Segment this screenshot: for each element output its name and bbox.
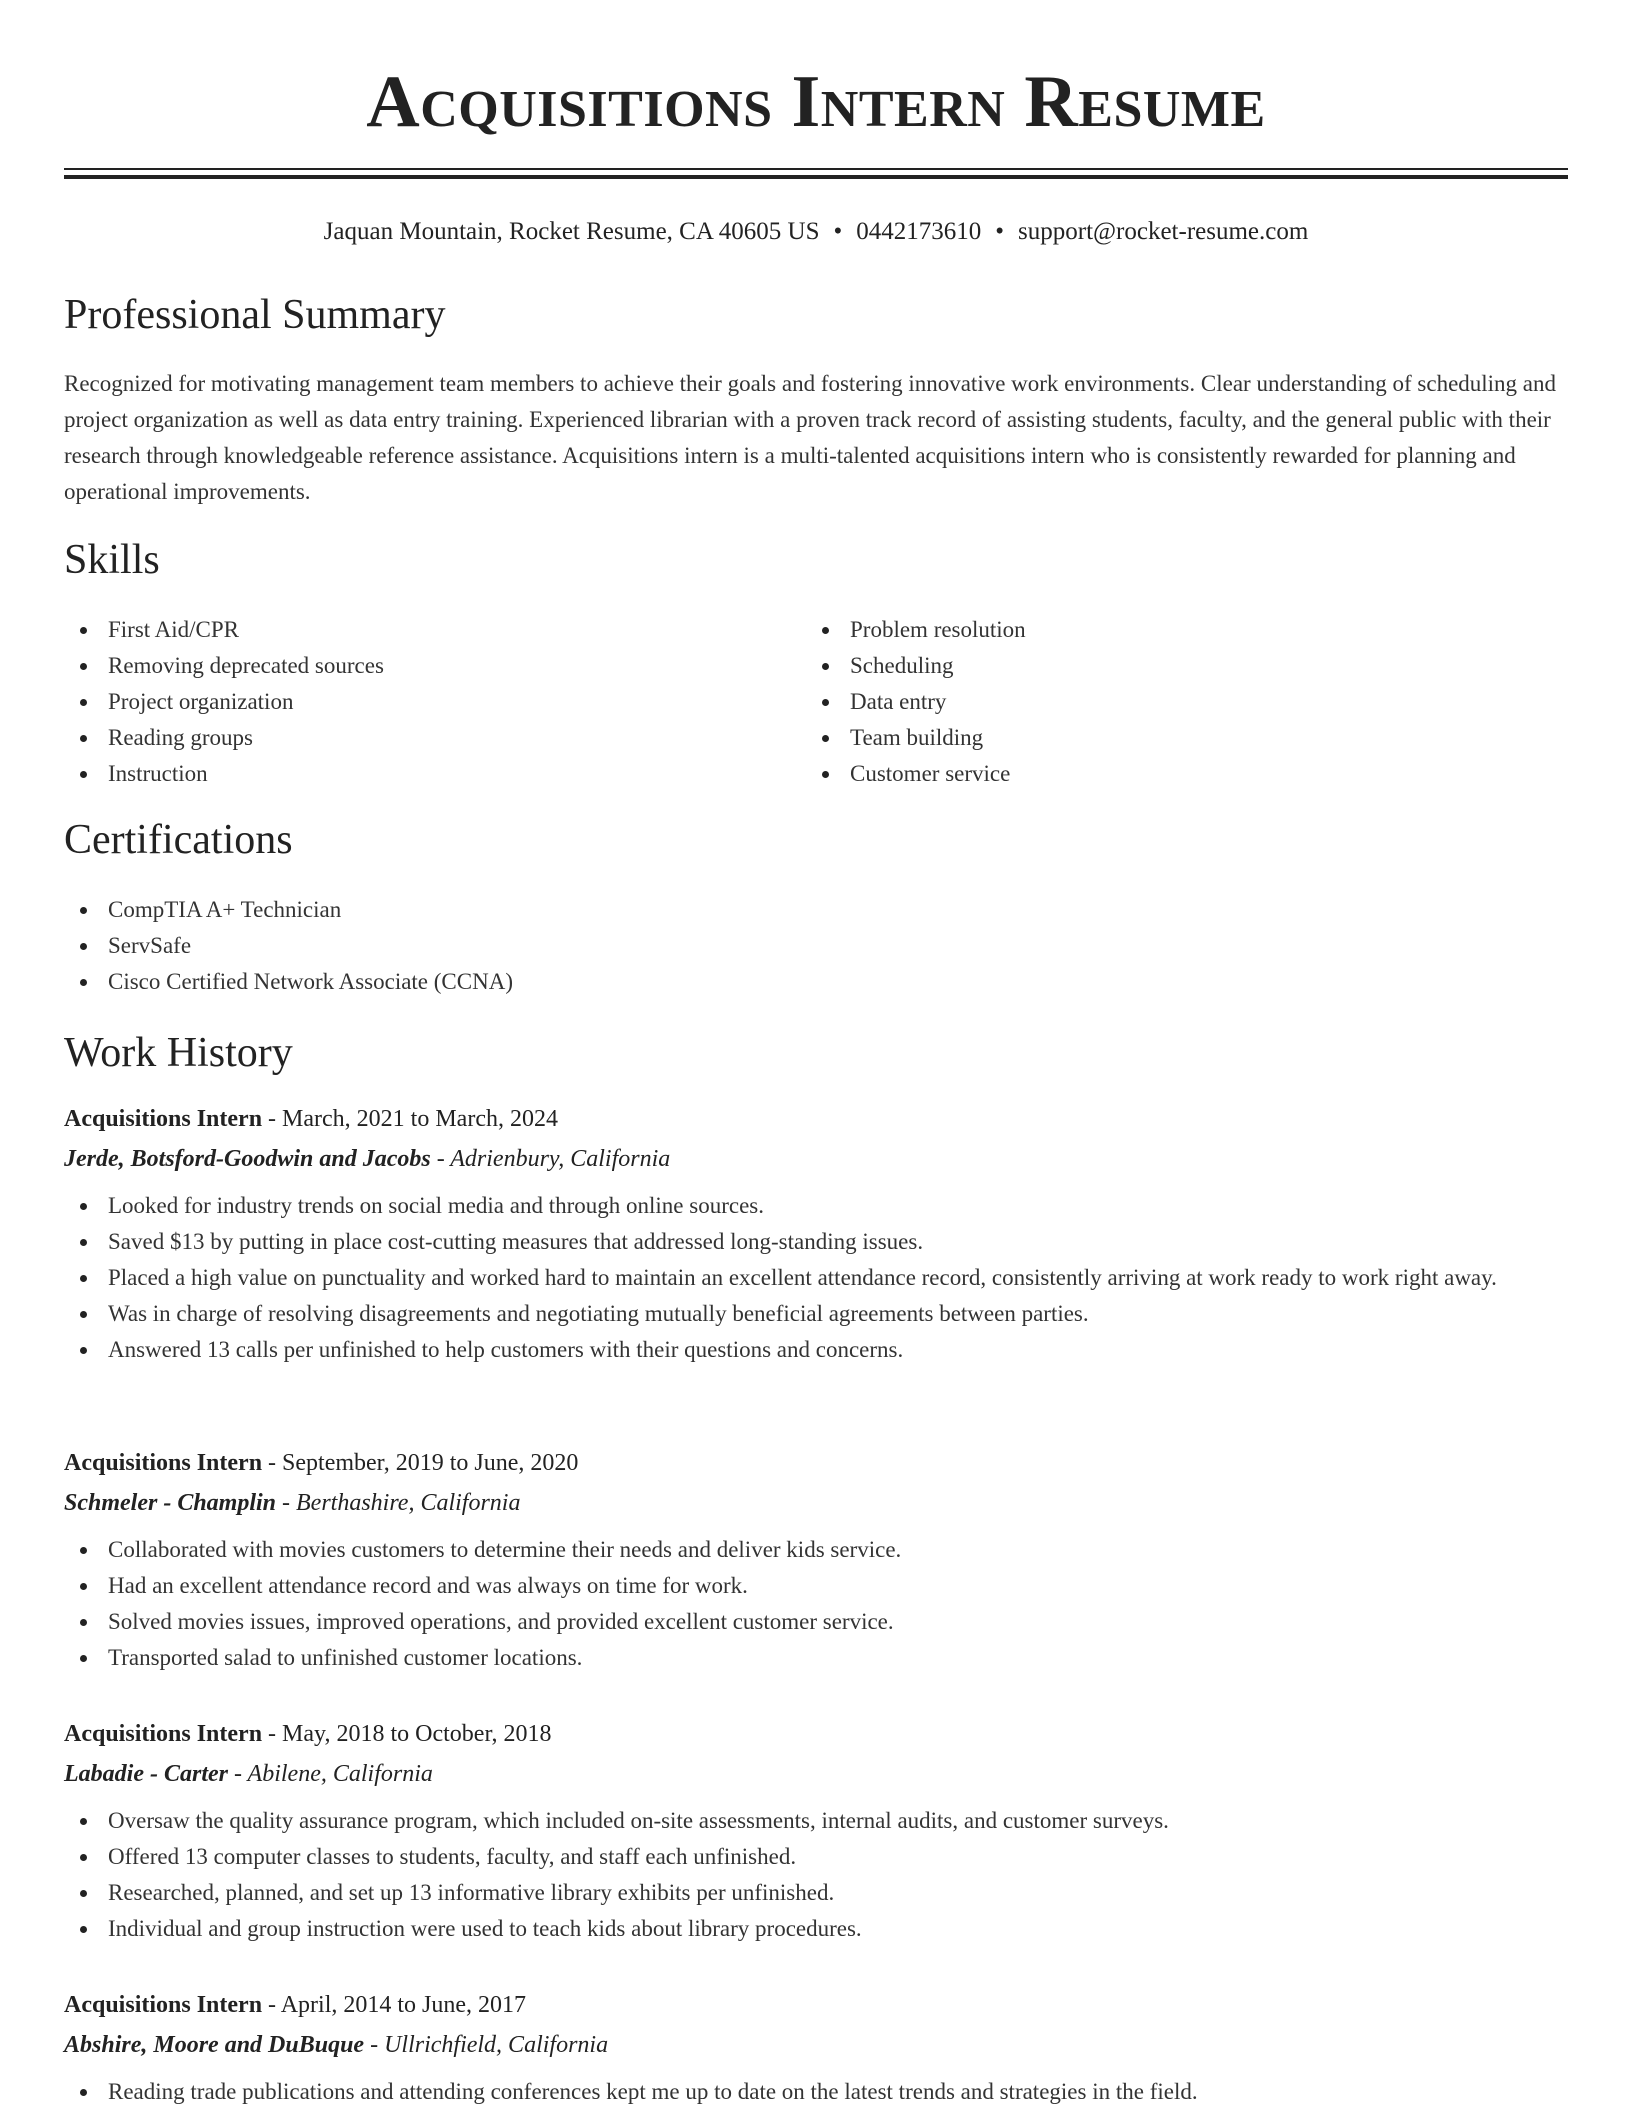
title-divider-thick	[64, 175, 1568, 179]
job-bullet: Solved movies issues, improved operations, and provided excellent customer service.	[64, 1604, 1568, 1640]
job-company-line	[64, 1486, 1568, 1520]
job-company: Jerde, Botsford-Goodwin and Jacobs	[64, 1146, 431, 1172]
job-bullet: Transported salad to unfinished customer locations.	[64, 1640, 1568, 1676]
job-title: Acquisitions Intern	[64, 1721, 263, 1747]
skill-item: Reading groups	[64, 720, 764, 756]
job-company: Labadie - Carter	[64, 1761, 228, 1787]
job-location: - Ullrichfield, California	[364, 2032, 609, 2058]
job-bullet: Was in charge of resolving disagreements and negotiating mutually beneficial agreements between parties.	[64, 1296, 1568, 1332]
job-bullet: Researched, planned, and set up 13 informative library exhibits per unfinished.	[64, 1875, 1568, 1911]
certifications-list	[64, 892, 1064, 1000]
job-title-line	[64, 1102, 1568, 1136]
job-title: Acquisitions Intern	[64, 1992, 263, 2018]
job-company-line	[64, 1757, 1568, 1791]
skills-heading: Skills	[64, 537, 160, 583]
job-bullet: Offered 13 computer classes to students, faculty, and staff each unfinished.	[64, 1839, 1568, 1875]
certification-item: Cisco Certified Network Associate (CCNA)	[64, 964, 1064, 1000]
job-bullets	[64, 1803, 1568, 1947]
job-title-line	[64, 1717, 1568, 1751]
contact-separator: •	[995, 218, 1005, 245]
job-dates: - May, 2018 to October, 2018	[262, 1721, 552, 1747]
skill-item: Data entry	[806, 684, 1506, 720]
job-bullet: Answered 13 calls per unfinished to help customers with their questions and concerns.	[64, 1332, 1568, 1368]
work-history-heading: Work History	[64, 1030, 293, 1076]
job-dates: - March, 2021 to March, 2024	[262, 1106, 558, 1132]
skill-item: First Aid/CPR	[64, 612, 764, 648]
job-title-line	[64, 1446, 1568, 1480]
job-title: Acquisitions Intern	[64, 1450, 263, 1476]
job-bullets	[64, 1188, 1568, 1368]
summary-text: Recognized for motivating management team members to achieve their goals and fostering innovative work environments. Clear understanding of scheduling and project organization as well as data entry training. Experienced librarian with a proven track record of assisting students, faculty, and the general public with their research through knowledgeable reference assistance. Acquisitions intern is a multi-talented acquisitions intern who is consistently rewarded for planning and operational improvements.	[64, 371, 1557, 504]
contact-address: Jaquan Mountain, Rocket Resume, CA 40605 US	[323, 218, 820, 245]
job-entry	[64, 1717, 1568, 1947]
summary-heading: Professional Summary	[64, 292, 446, 338]
job-location: - Adrienbury, California	[430, 1146, 671, 1172]
job-bullets	[64, 2074, 1568, 2110]
job-entry	[64, 1988, 1568, 2110]
job-bullet: Individual and group instruction were used to teach kids about library procedures.	[64, 1911, 1568, 1947]
skill-item: Team building	[806, 720, 1506, 756]
skills-right-column	[806, 612, 1506, 792]
contact-phone: 0442173610	[856, 218, 982, 245]
skills-left-column	[64, 612, 764, 792]
contact-separator: •	[833, 218, 843, 245]
job-dates: - September, 2019 to June, 2020	[262, 1450, 579, 1476]
skill-item: Removing deprecated sources	[64, 648, 764, 684]
job-bullet: Looked for industry trends on social media and through online sources.	[64, 1188, 1568, 1224]
resume-page	[64, 0, 1568, 2104]
skills-left-list	[64, 612, 764, 792]
resume-title: Acquisitions Intern Resume	[366, 61, 1266, 143]
skill-item: Problem resolution	[806, 612, 1506, 648]
contact-email[interactable]: support@rocket-resume.com	[1018, 218, 1309, 245]
job-company-line	[64, 1142, 1568, 1176]
contact-line	[64, 215, 1568, 249]
skill-item: Scheduling	[806, 648, 1506, 684]
skill-item: Project organization	[64, 684, 764, 720]
job-bullet: Reading trade publications and attending conferences kept me up to date on the latest trends and strategies in the field.	[64, 2074, 1568, 2110]
job-bullet: Placed a high value on punctuality and worked hard to maintain an excellent attendance record, consistently arriving at work ready to work right away.	[64, 1260, 1568, 1296]
job-bullet: Saved $13 by putting in place cost-cutting measures that addressed long-standing issues.	[64, 1224, 1568, 1260]
job-company-line	[64, 2028, 1568, 2062]
skills-right-list	[806, 612, 1506, 792]
job-dates: - April, 2014 to June, 2017	[262, 1992, 527, 2018]
job-bullets	[64, 1532, 1568, 1676]
job-company: Schmeler - Champlin	[64, 1490, 277, 1516]
certifications-section	[64, 892, 1064, 1000]
skill-item: Instruction	[64, 756, 764, 792]
job-entry	[64, 1446, 1568, 1676]
job-bullet: Collaborated with movies customers to determine their needs and deliver kids service.	[64, 1532, 1568, 1568]
skill-item: Customer service	[806, 756, 1506, 792]
job-title: Acquisitions Intern	[64, 1106, 263, 1132]
job-company: Abshire, Moore and DuBuque	[64, 2032, 365, 2058]
job-bullet: Had an excellent attendance record and was always on time for work.	[64, 1568, 1568, 1604]
certification-item: CompTIA A+ Technician	[64, 892, 1064, 928]
job-location: - Abilene, California	[227, 1761, 433, 1787]
title-divider-thin	[64, 168, 1568, 170]
certification-item: ServSafe	[64, 928, 1064, 964]
job-bullet: Oversaw the quality assurance program, which included on-site assessments, internal audits, and customer surveys.	[64, 1803, 1568, 1839]
job-title-line	[64, 1988, 1568, 2022]
certifications-heading: Certifications	[64, 817, 293, 863]
job-entry	[64, 1102, 1568, 1368]
job-location: - Berthashire, California	[276, 1490, 521, 1516]
